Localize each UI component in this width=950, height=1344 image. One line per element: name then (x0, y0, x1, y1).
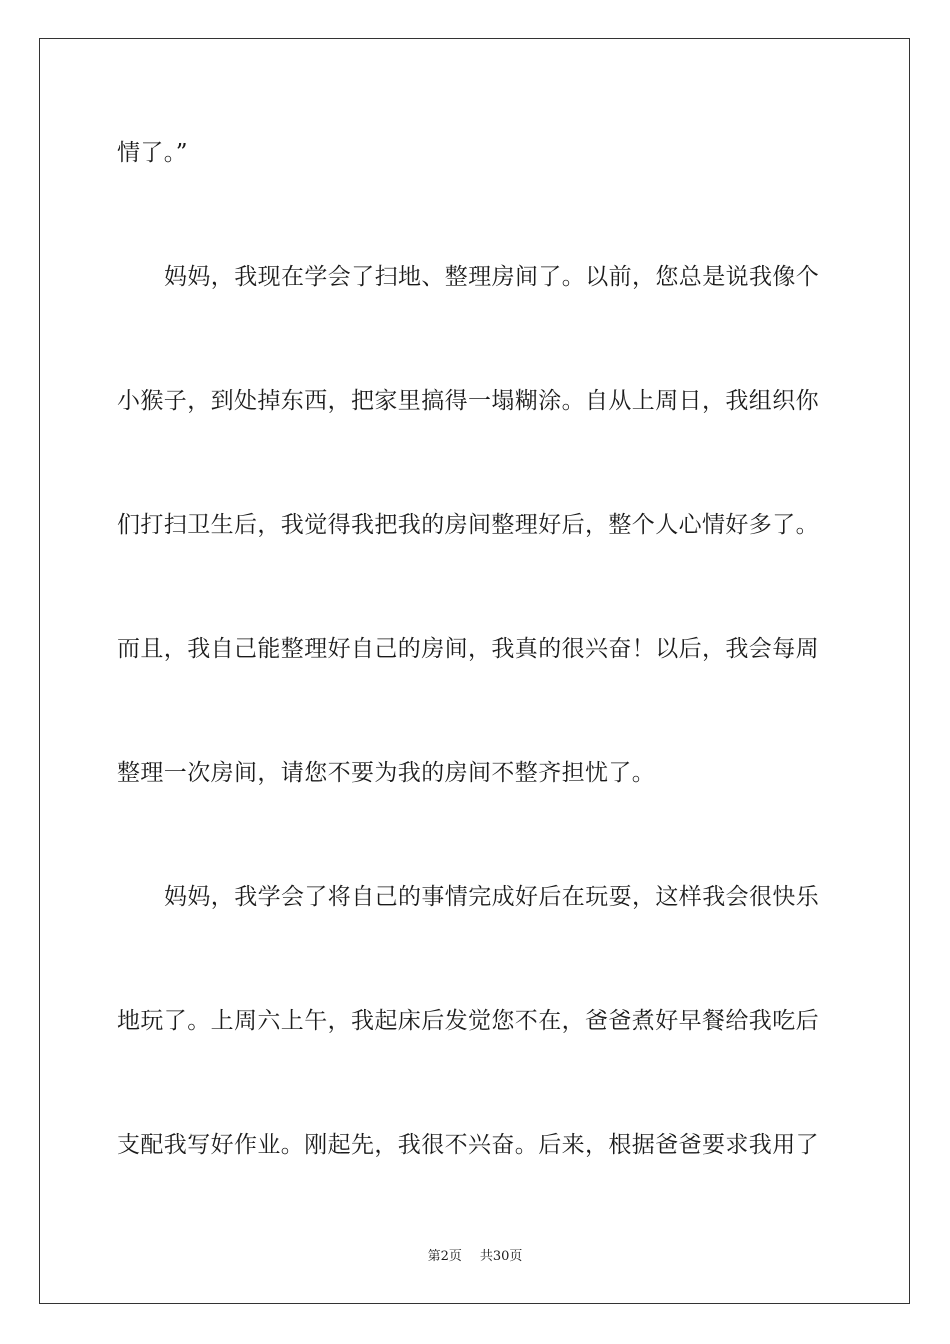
page-border (39, 38, 910, 1304)
page-number: 第2页 (427, 1249, 462, 1264)
paragraph-line: 支配我写好作业。刚起先，我很不兴奋。后来，根据爸爸要求我用了 (117, 1132, 819, 1158)
page-total: 共30页 (479, 1249, 523, 1264)
paragraph-line: 们打扫卫生后，我觉得我把我的房间整理好后，整个人心情好多了。 (117, 512, 819, 538)
paragraph-line: 妈妈，我学会了将自己的事情完成好后在玩耍，这样我会很快乐 (164, 884, 820, 910)
paragraph-line: 情了。” (117, 140, 188, 166)
paragraph-line: 地玩了。上周六上午，我起床后发觉您不在，爸爸煮好早餐给我吃后 (117, 1008, 819, 1034)
page-footer (0, 1248, 950, 1266)
paragraph-line: 小猴子，到处掉东西，把家里搞得一塌糊涂。自从上周日，我组织你 (117, 388, 819, 414)
paragraph-line: 整理一次房间，请您不要为我的房间不整齐担忧了。 (117, 760, 656, 786)
paragraph-line: 而且，我自己能整理好自己的房间，我真的很兴奋！以后，我会每周 (117, 636, 819, 662)
paragraph-line: 妈妈，我现在学会了扫地、整理房间了。以前，您总是说我像个 (164, 264, 820, 290)
